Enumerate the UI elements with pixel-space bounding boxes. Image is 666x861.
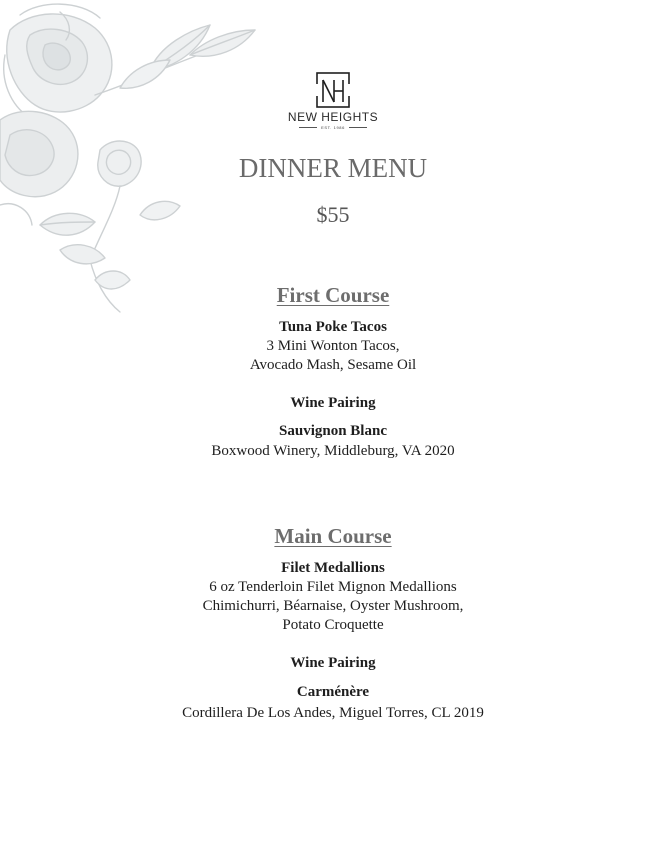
main-course-dish-line: Chimichurri, Béarnaise, Oyster Mushroom,	[202, 598, 464, 614]
first-course-wine-name: Sauvignon Blanc	[279, 423, 387, 439]
first-course-dish-line: Avocado Mash, Sesame Oil	[249, 357, 417, 373]
main-course-heading: Main Course	[274, 524, 392, 548]
main-course-wine-details: Cordillera De Los Andes, Miguel Torres, CL 2019	[182, 705, 484, 721]
main-course-dish-name: Filet Medallions	[281, 560, 385, 576]
first-course-dish-line: 3 Mini Wonton Tacos,	[266, 338, 400, 354]
logo-wordmark: NEW HEIGHTS	[287, 110, 379, 124]
main-course-dish-line: Potato Croquette	[282, 617, 384, 633]
menu-title: DINNER MENU	[238, 153, 428, 183]
logo-rule-right	[349, 127, 367, 128]
main-course-dish-line: 6 oz Tenderloin Filet Mignon Medallions	[209, 579, 457, 595]
first-course-dish-name: Tuna Poke Tacos	[279, 319, 387, 335]
nh-monogram-icon	[316, 72, 350, 108]
first-course-wine-details: Boxwood Winery, Middleburg, VA 2020	[211, 443, 455, 459]
main-course-pairing-label: Wine Pairing	[290, 655, 376, 671]
main-course-wine-name: Carménère	[296, 684, 370, 700]
logo-est-row	[283, 125, 383, 130]
first-course-pairing-label: Wine Pairing	[290, 395, 376, 411]
brand-logo	[283, 72, 383, 130]
logo-rule-left	[299, 127, 317, 128]
menu-price: $55	[316, 202, 350, 227]
logo-est: EST. 1986	[321, 125, 345, 130]
first-course-heading: First Course	[276, 283, 390, 307]
